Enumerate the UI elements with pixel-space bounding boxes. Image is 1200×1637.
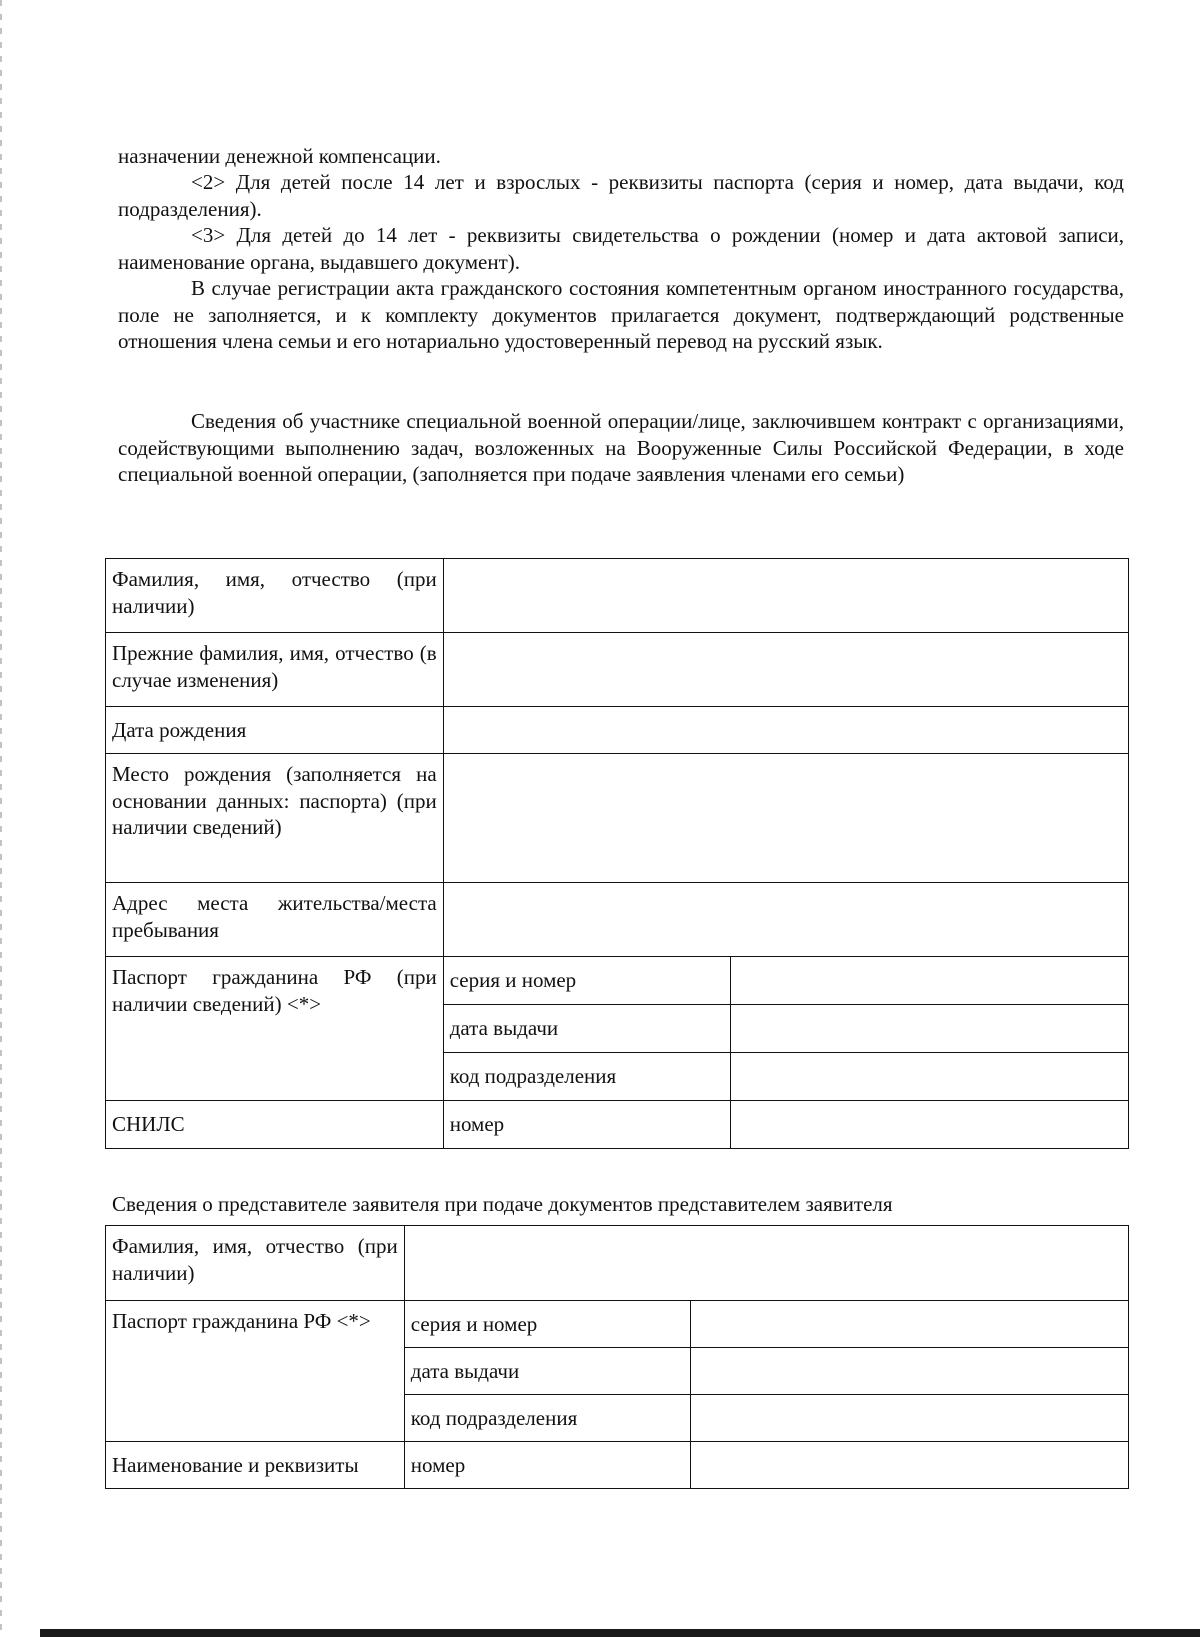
label-rep-document-number: номер	[404, 1442, 690, 1489]
label-rep-passport-division-code: код подразделения	[404, 1395, 690, 1442]
input-birth-place[interactable]	[443, 754, 1128, 883]
label-birth-place: Место рождения (заполняется на основании данных: паспорта) (при наличии сведений)	[106, 754, 444, 883]
input-previous-name[interactable]	[443, 633, 1128, 707]
table-row	[106, 633, 1129, 707]
input-rep-document-number[interactable]	[690, 1442, 1128, 1489]
input-full-name[interactable]	[443, 559, 1128, 633]
table-row	[106, 1301, 1129, 1348]
table-row	[106, 1442, 1129, 1489]
label-rep-passport-issue-date: дата выдачи	[404, 1348, 690, 1395]
label-rep-passport-series: серия и номер	[404, 1301, 690, 1348]
representative-info-table	[105, 1225, 1129, 1489]
input-rep-passport-issue-date[interactable]	[690, 1348, 1128, 1395]
label-birth-date: Дата рождения	[106, 707, 444, 754]
table-row	[106, 707, 1129, 754]
table-row	[106, 883, 1129, 957]
label-passport-series: серия и номер	[443, 957, 730, 1005]
label-passport-issue-date: дата выдачи	[443, 1005, 730, 1053]
input-rep-full-name[interactable]	[404, 1226, 1128, 1301]
footnote-3: <3> Для детей до 14 лет - реквизиты свидетельства о рождении (номер и дата актовой записи, наименование органа, выдавшего документ).	[118, 223, 1124, 274]
section-heading-participant: Сведения об участнике специальной военной операции/лице, заключившем контракт с организациями, содействующими выполнению задач, возложенных на Вооруженные Силы Российской Федерации, в ходе специальной военной операции, (заполняется при подаче заявления членами его семьи)	[118, 409, 1124, 486]
scan-bottom-edge	[40, 1629, 1200, 1637]
label-previous-name: Прежние фамилия, имя, отчество (в случае изменения)	[106, 633, 444, 707]
label-passport: Паспорт гражданина РФ (при наличии сведений) <*>	[106, 957, 444, 1101]
input-rep-passport-series[interactable]	[690, 1301, 1128, 1348]
section-heading-representative: Сведения о представителе заявителя при подаче документов представителем заявителя	[112, 1192, 893, 1216]
label-snils: СНИЛС	[106, 1101, 444, 1149]
table-row	[106, 559, 1129, 633]
paragraph-foreign-registration: В случае регистрации акта гражданского состояния компетентным органом иностранного государства, поле не заполняется, и к комплекту документов прилагается документ, подтверждающий родственные отношения члена семьи и его нотариально удостоверенный перевод на русский язык.	[118, 276, 1124, 353]
input-passport-series[interactable]	[730, 957, 1129, 1005]
table-row	[106, 957, 1129, 1005]
table-row	[106, 1226, 1129, 1301]
label-address: Адрес места жительства/места пребывания	[106, 883, 444, 957]
label-rep-passport: Паспорт гражданина РФ <*>	[106, 1301, 405, 1442]
paragraph-compensation-end: назначении денежной компенсации.	[118, 144, 441, 168]
input-birth-date[interactable]	[443, 707, 1128, 754]
input-snils-number[interactable]	[730, 1101, 1129, 1149]
table-row	[106, 754, 1129, 883]
label-rep-full-name: Фамилия, имя, отчество (при наличии)	[106, 1226, 405, 1301]
label-snils-number: номер	[443, 1101, 730, 1149]
label-full-name: Фамилия, имя, отчество (при наличии)	[106, 559, 444, 633]
input-address[interactable]	[443, 883, 1128, 957]
participant-info-table	[105, 558, 1129, 1149]
scan-margin-line	[0, 0, 2, 1637]
input-rep-passport-division-code[interactable]	[690, 1395, 1128, 1442]
footnote-2: <2> Для детей после 14 лет и взрослых - реквизиты паспорта (серия и номер, дата выдачи, код подразделения).	[118, 170, 1124, 221]
table-row	[106, 1101, 1129, 1149]
input-passport-issue-date[interactable]	[730, 1005, 1129, 1053]
label-rep-document-name: Наименование и реквизиты	[106, 1442, 405, 1489]
label-passport-division-code: код подразделения	[443, 1053, 730, 1101]
input-passport-division-code[interactable]	[730, 1053, 1129, 1101]
